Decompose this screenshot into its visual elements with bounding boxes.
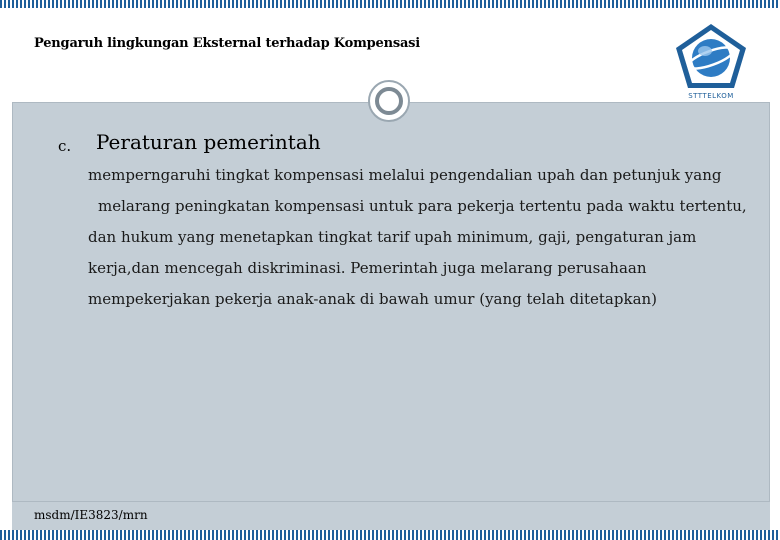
footer-code: msdm/IE3823/mrn (34, 508, 148, 522)
slide-footer (12, 502, 770, 530)
paragraph-line: melarang peningkatan kompensasi untuk para pekerja tertentu pada waktu tertentu, (98, 197, 747, 215)
top-decorative-stripe (0, 0, 780, 8)
slide-title: Pengaruh lingkungan Eksternal terhadap Kompensasi (34, 36, 421, 51)
logo-caption: STTTELKOM (688, 92, 734, 100)
list-marker: c. (58, 137, 72, 155)
paragraph-line: kerja,dan mencegah diskriminasi. Pemerintah juga melarang perusahaan (88, 259, 647, 277)
section-heading: Peraturan pemerintah (96, 130, 321, 154)
circle-ornament (368, 80, 410, 122)
bottom-decorative-stripe (0, 530, 780, 540)
paragraph-line: mempekerjakan pekerja anak-anak di bawah umur (yang telah ditetapkan) (88, 290, 658, 308)
logo-globe-highlight (698, 46, 712, 56)
paragraph-line: dan hukum yang menetapkan tingkat tarif upah minimum, gaji, pengaturan jam (88, 228, 697, 246)
paragraph-line: memperngaruhi tingkat kompensasi melalui pengendalian upah dan petunjuk yang (88, 166, 722, 184)
logo-globe (692, 39, 730, 77)
